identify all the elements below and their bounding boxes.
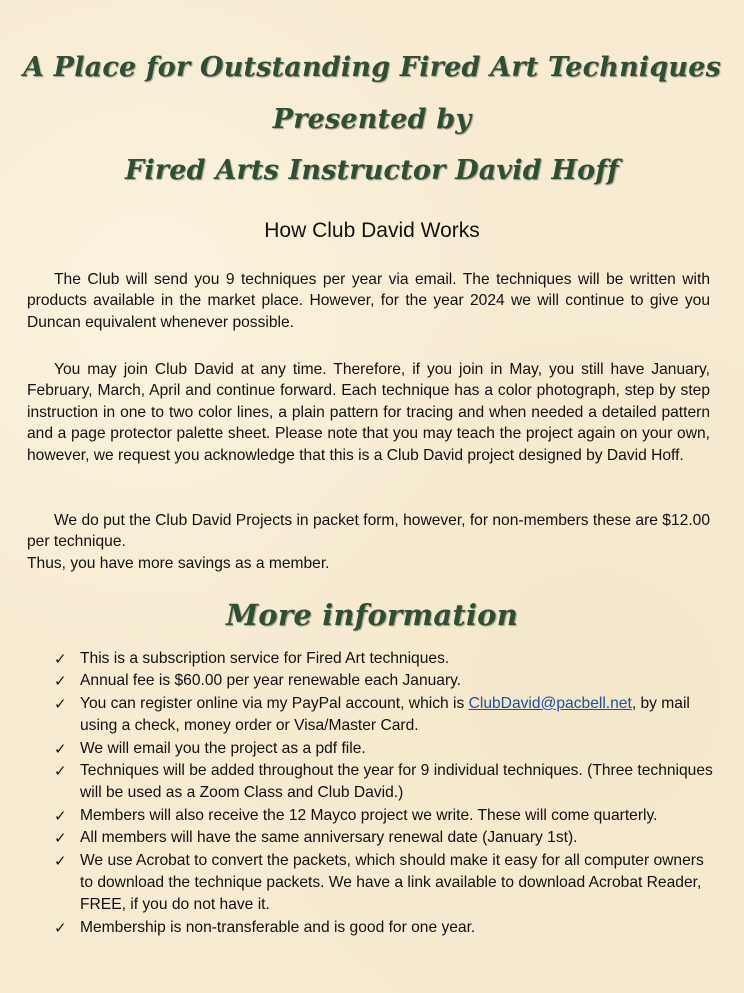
checkmark-icon: ✓ xyxy=(54,918,67,937)
section-title: How Club David Works xyxy=(264,219,480,242)
paragraph-techniques xyxy=(27,269,710,333)
checkmark-icon: ✓ xyxy=(54,851,67,870)
list-item-text-after: , by mail using a check, money order or Visa/Master Card. xyxy=(80,694,690,735)
checkmark-icon: ✓ xyxy=(54,694,67,713)
paragraph-text: You may join Club David at any time. Therefore, if you join in May, you still have January, February, March, April and continue forward. Each technique has a color photograph, step by step instruction in one to two color lines, a plain pattern for tracing and when needed a detailed pattern and a page protector palette sheet. Please note that you may teach the project again on your own, however, we request you acknowledge that this is a Club David project designed by David Hoff. xyxy=(27,361,710,464)
checkmark-icon: ✓ xyxy=(54,672,67,691)
list-item xyxy=(52,917,720,939)
list-item-text: Annual fee is $60.00 per year renewable each January. xyxy=(80,672,462,690)
list-item xyxy=(52,827,720,849)
checkmark-icon: ✓ xyxy=(54,739,67,758)
checkmark-icon: ✓ xyxy=(54,650,67,668)
paragraph-text: We do put the Club David Projects in packet form, however, for non-members these are $12.00 per technique. xyxy=(27,512,710,551)
more-info-title: More information xyxy=(226,598,518,632)
checkmark-icon: ✓ xyxy=(54,806,67,825)
list-item xyxy=(52,693,720,738)
paragraph-text: The Club will send you 9 techniques per year via email. The techniques will be written with products available in the market place. However, for the year 2024 we will continue to give you Duncan equivalent whenever possible. xyxy=(27,271,710,331)
checkmark-icon: ✓ xyxy=(54,829,67,848)
paragraph-savings: Thus, you have more savings as a member. xyxy=(27,555,330,572)
list-item xyxy=(52,738,720,760)
page-title-line-3: Fired Arts Instructor David Hoff xyxy=(125,155,619,186)
list-item-text-before: You can register online via my PayPal account, which is xyxy=(80,694,469,712)
email-link[interactable]: ClubDavid@pacbell.net xyxy=(468,694,632,712)
list-item-text: We will email you the project as a pdf file. xyxy=(80,739,366,757)
paragraph-join xyxy=(27,359,710,466)
list-item-text: We use Acrobat to convert the packets, which should make it easy for all computer owners to download the technique packets. We have a link available to download Acrobat Reader, FREE, if you do not have it. xyxy=(80,851,704,914)
info-checklist xyxy=(52,648,720,939)
list-item-text: Techniques will be added throughout the year for 9 individual techniques. (Three techniques will be used as a Zoom Class and Club David.) xyxy=(80,762,713,802)
list-item-text: All members will have the same anniversary renewal date (January 1st). xyxy=(80,829,578,847)
list-item-text: This is a subscription service for Fired Art techniques. xyxy=(80,650,450,667)
list-item xyxy=(52,670,720,692)
list-item xyxy=(52,850,720,917)
list-item-text: Membership is non-transferable and is good for one year. xyxy=(80,918,476,936)
page-title-line-2: Presented by xyxy=(272,104,472,135)
paragraph-packets xyxy=(27,510,710,553)
checkmark-icon: ✓ xyxy=(54,762,67,781)
list-item xyxy=(52,760,720,805)
list-item xyxy=(52,648,720,670)
page-title-line-1: A Place for Outstanding Fired Art Techniques xyxy=(22,52,722,83)
list-item xyxy=(52,805,720,827)
list-item-text: Members will also receive the 12 Mayco project we write. These will come quarterly. xyxy=(80,806,658,824)
